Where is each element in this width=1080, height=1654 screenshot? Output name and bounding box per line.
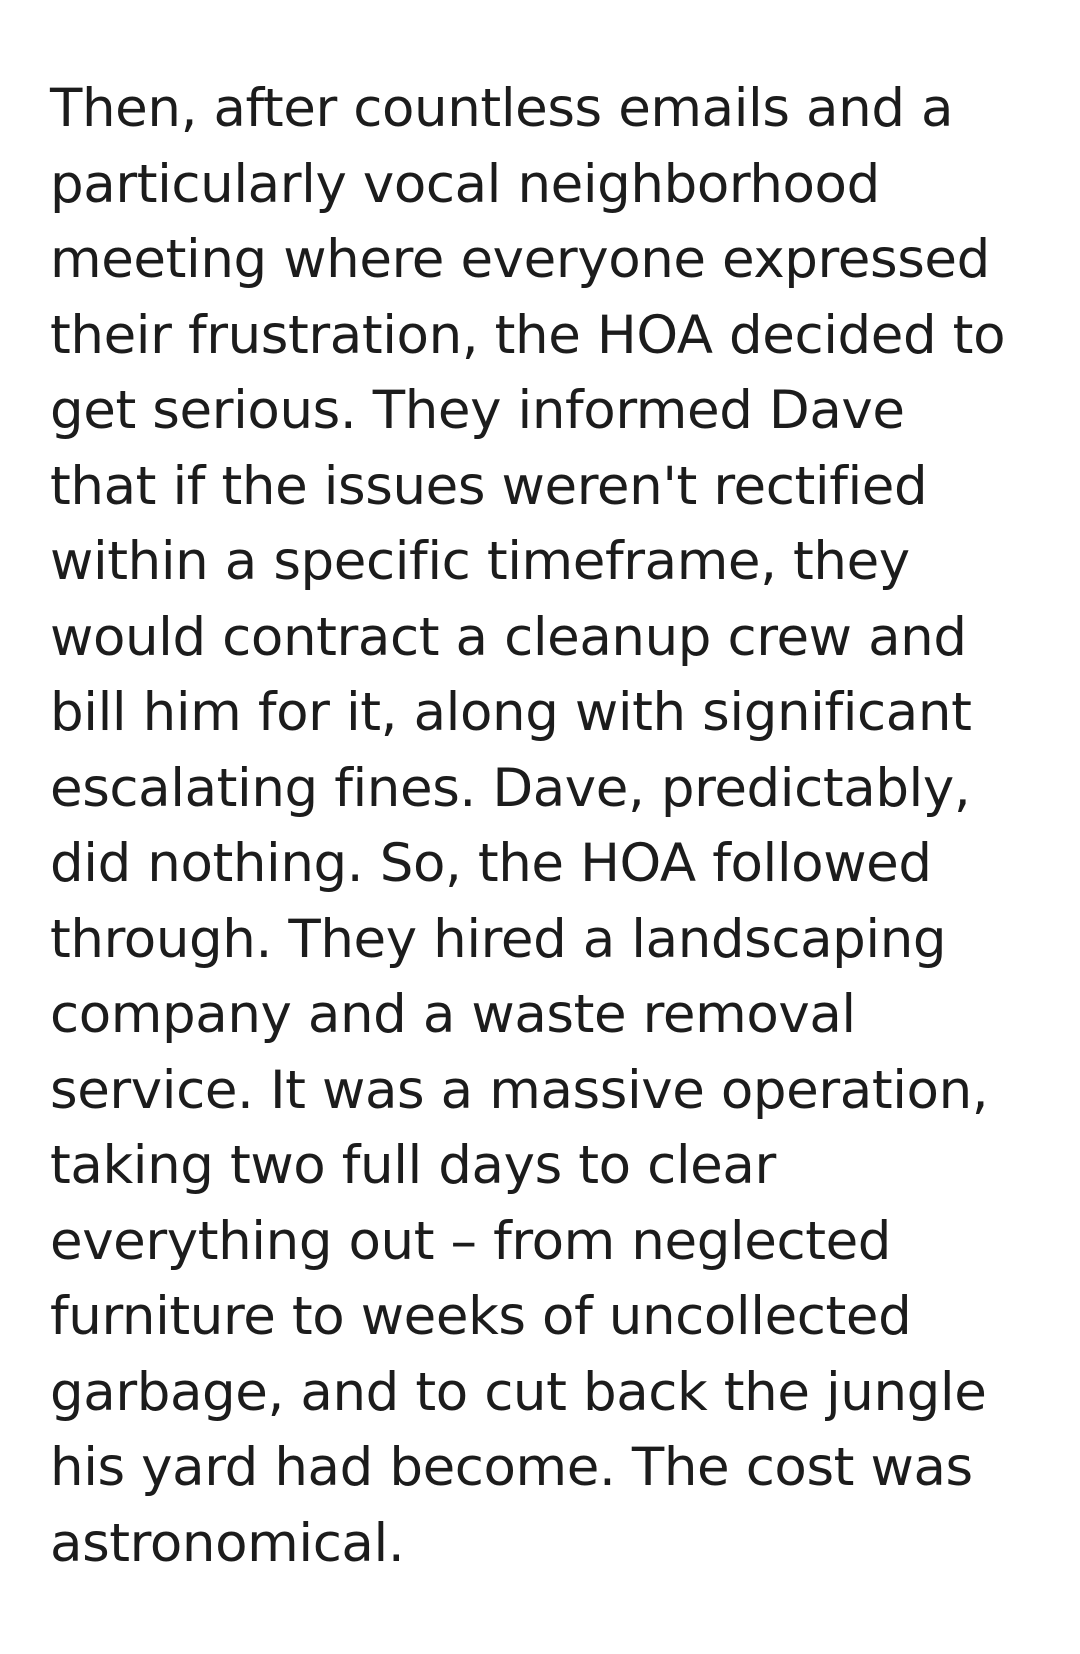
body-paragraph: Then, after countless emails and a particularly vocal neighborhood meeting where everyone expressed their frustration, the HOA decided to get serious. They informed Dave that if the issues weren't rectified within a specific timeframe, they would contract a cleanup crew and bill him for it, along with significant escalating fines. Dave, predictably, did nothing. So, the HOA followed through. They hired a landscaping company and a waste removal service. It was a massive operation, taking two full days to clear everything out – from neglected furniture to weeks of uncollected garbage, and to cut back the jungle his yard had become. The cost was astronomical. bbox=[50, 78, 1022, 1574]
